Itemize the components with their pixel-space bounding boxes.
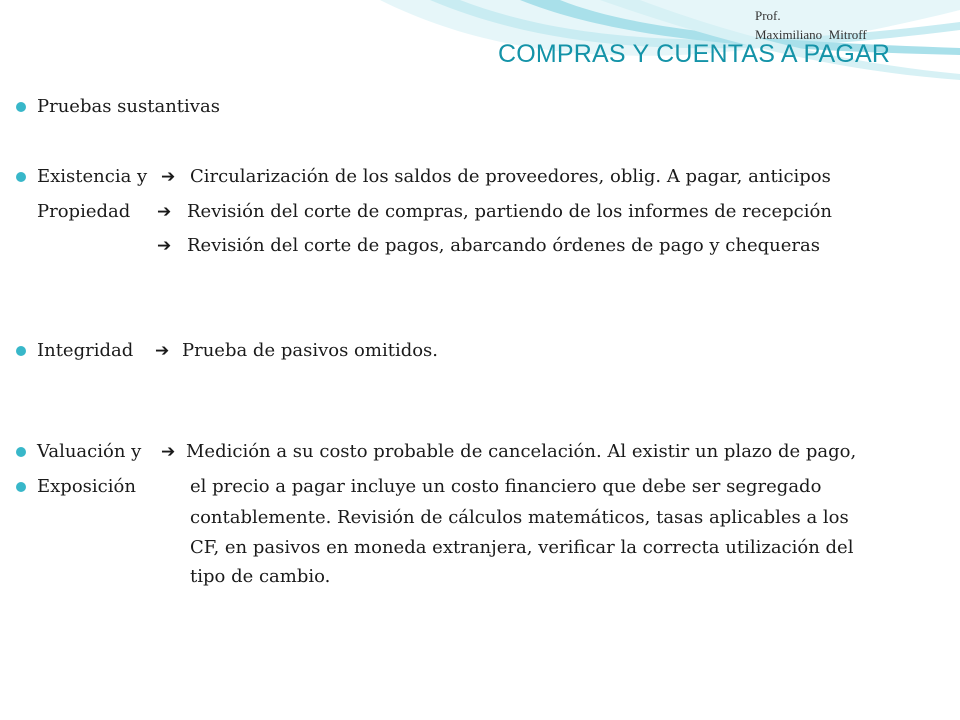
bullet-dot [16,172,26,182]
right-arrow-icon: ➔ [161,442,176,462]
valuacion-text: Medición a su costo probable de cancelación. Al existir un plazo de pago, [186,441,857,462]
bullet-dot [16,346,26,356]
propiedad-label: Propiedad [37,201,131,222]
bullet-dot [16,482,26,492]
exposicion-line-1: el precio a pagar incluye un costo financiero que debe ser segregado [190,476,822,497]
exposicion-label: Exposición [37,476,136,497]
pruebas-label: Pruebas sustantivas [37,96,220,117]
right-arrow-icon: ➔ [161,167,176,187]
pagos-text: Revisión del corte de pagos, abarcando órdenes de pago y chequeras [187,235,820,256]
bullet-dot [16,102,26,112]
bullet-dot [16,447,26,457]
author-line-1: Prof. [755,8,781,23]
right-arrow-icon: ➔ [157,202,172,222]
author-line-2: Maximiliano Mitroff [755,27,867,42]
integridad-text: Prueba de pasivos omitidos. [182,340,439,361]
valuacion-label: Valuación y [37,441,142,462]
right-arrow-icon: ➔ [155,341,170,361]
right-arrow-icon: ➔ [157,236,172,256]
existencia-label: Existencia y [37,166,148,187]
existencia-text: Circularización de los saldos de proveedores, oblig. A pagar, anticipos [190,166,831,187]
exposicion-line-2: contablemente. Revisión de cálculos matemáticos, tasas aplicables a los [190,507,849,528]
exposicion-line-3: CF, en pasivos en moneda extranjera, verificar la correcta utilización del [190,537,854,558]
propiedad-text: Revisión del corte de compras, partiendo de los informes de recepción [187,201,832,222]
exposicion-line-4: tipo de cambio. [190,566,331,587]
integridad-label: Integridad [37,340,134,361]
page-title: COMPRAS Y CUENTAS A PAGAR [498,40,891,68]
author-credit [755,6,955,44]
